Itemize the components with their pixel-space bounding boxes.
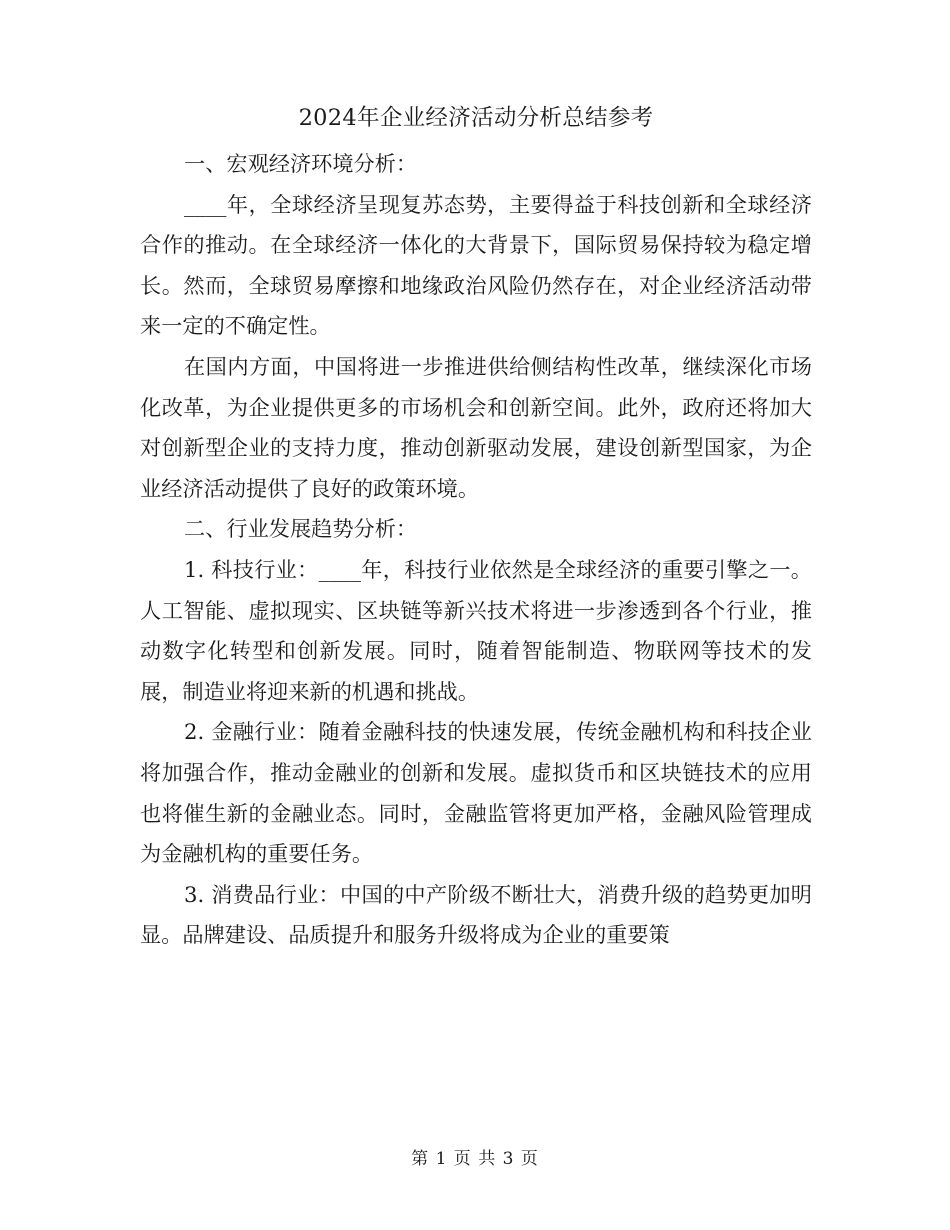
list-item-tech-industry: 1. 科技行业：____年，科技行业依然是全球经济的重要引擎之一。人工智能、虚拟现实、区块链等新兴技术将进一步渗透到各个行业，推动数字化转型和创新发展。同时，随着智能制造、物联网等技术的发展，制造业将迎来新的机遇和挑战。 (140, 556, 812, 704)
paragraph-global-economy: ____年，全球经济呈现复苏态势，主要得益于科技创新和全球经济合作的推动。在全球经济一体化的大背景下，国际贸易保持较为稳定增长。然而，全球贸易摩擦和地缘政治风险仍然存在，对企业经济活动带来一定的不确定性。 (140, 191, 812, 339)
page-number-footer: 第 1 页 共 3 页 (411, 1149, 539, 1169)
section-heading-industry: 二、行业发展趋势分析： (184, 516, 418, 542)
document-page (140, 96, 812, 956)
paragraph-domestic-economy: 在国内方面，中国将进一步推进供给侧结构性改革，继续深化市场化改革，为企业提供更多的市场机会和创新空间。此外，政府还将加大对创新型企业的支持力度，推动创新驱动发展，建设创新型国家，为企业经济活动提供了良好的政策环境。 (140, 353, 812, 501)
section-heading-macro: 一、宏观经济环境分析： (184, 151, 418, 176)
list-item-consumer-industry: 3. 消费品行业：中国的中产阶级不断壮大，消费升级的趋势更加明显。品牌建设、品质提升和服务升级将成为企业的重要策 (140, 881, 812, 948)
list-item-finance-industry: 2. 金融行业：随着金融科技的快速发展，传统金融机构和科技企业将加强合作，推动金融业的创新和发展。虚拟货币和区块链技术的应用也将催生新的金融业态。同时，金融监管将更加严格，金融风险管理成为金融机构的重要任务。 (140, 719, 812, 867)
document-title: 2024年企业经济活动分析总结参考 (298, 105, 654, 131)
